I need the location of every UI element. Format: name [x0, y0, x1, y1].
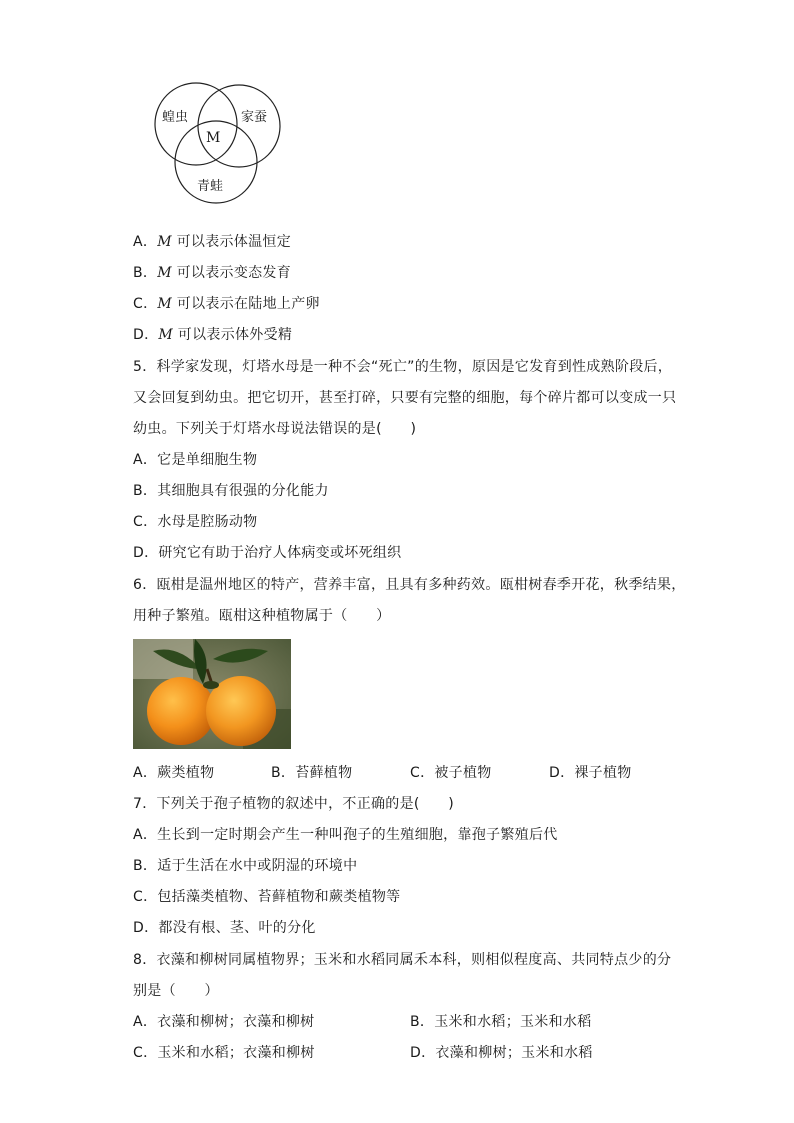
q5-stem-line-1: 5．科学家发现，灯塔水母是一种不会“死亡”的生物，原因是它发育到性成熟阶段后， — [133, 359, 673, 375]
q5-option-a: A．它是单细胞生物 — [133, 452, 258, 468]
q8-option-b: B．玉米和水稻；玉米和水稻 — [410, 1014, 592, 1030]
q6-stem-line-1: 6．瓯柑是温州地区的特产，营养丰富，且具有多种药效。瓯柑树春季开花，秋季结果， — [133, 577, 686, 593]
q7-option-a: A．生长到一定时期会产生一种叫孢子的生殖细胞，靠孢子繁殖后代 — [133, 827, 558, 843]
q4-option-b: B．M 可以表示变态发育 — [133, 265, 292, 281]
q6-stem-line-2: 用种子繁殖。瓯柑这种植物属于（ ） — [133, 608, 391, 624]
q8-stem-line-2: 别是（ ） — [133, 983, 219, 999]
q8-option-c: C．玉米和水稻；衣藻和柳树 — [133, 1045, 315, 1061]
oranges-photo — [133, 639, 291, 749]
venn-circle-silkworm — [198, 85, 280, 167]
q7-option-d: D．都没有根、茎、叶的分化 — [133, 920, 316, 936]
q7-option-c: C．包括藻类植物、苔藓植物和蕨类植物等 — [133, 889, 401, 905]
venn-label-silkworm: 家蚕 — [241, 110, 268, 125]
venn-label-frog: 青蛙 — [197, 179, 224, 194]
q4-option-a: A．M 可以表示体温恒定 — [133, 234, 291, 250]
q8-option-d: D．衣藻和柳树；玉米和水稻 — [410, 1045, 593, 1061]
q6-option-c: C．被子植物 — [410, 765, 492, 781]
q8-option-a: A．衣藻和柳树；衣藻和柳树 — [133, 1014, 315, 1030]
q5-option-b: B．其细胞具有很强的分化能力 — [133, 483, 329, 499]
venn-label-center: M — [206, 130, 221, 146]
q8-stem-line-1: 8．衣藻和柳树同属植物界；玉米和水稻同属禾本科，则相似程度高、共同特点少的分 — [133, 952, 672, 968]
q6-option-d: D．裸子植物 — [549, 765, 632, 781]
venn-diagram — [140, 80, 290, 205]
venn-label-locust: 蝗虫 — [162, 110, 189, 125]
q6-option-b: B．苔藓植物 — [271, 765, 353, 781]
q7-option-b: B．适于生活在水中或阴湿的环境中 — [133, 858, 358, 874]
q5-stem-line-2: 又会回复到幼虫。把它切开，甚至打碎，只要有完整的细胞，每个碎片都可以变成一只 — [133, 390, 677, 406]
q4-option-d: D．M 可以表示体外受精 — [133, 327, 293, 343]
q6-option-a: A．蕨类植物 — [133, 765, 215, 781]
q4-option-c: C．M 可以表示在陆地上产卵 — [133, 296, 320, 312]
q5-option-d: D．研究它有助于治疗人体病变或坏死组织 — [133, 545, 402, 561]
q5-option-c: C．水母是腔肠动物 — [133, 514, 258, 530]
q7-stem: 7．下列关于孢子植物的叙述中，不正确的是( ) — [133, 796, 455, 812]
q5-stem-line-3: 幼虫。下列关于灯塔水母说法错误的是( ) — [133, 421, 417, 437]
